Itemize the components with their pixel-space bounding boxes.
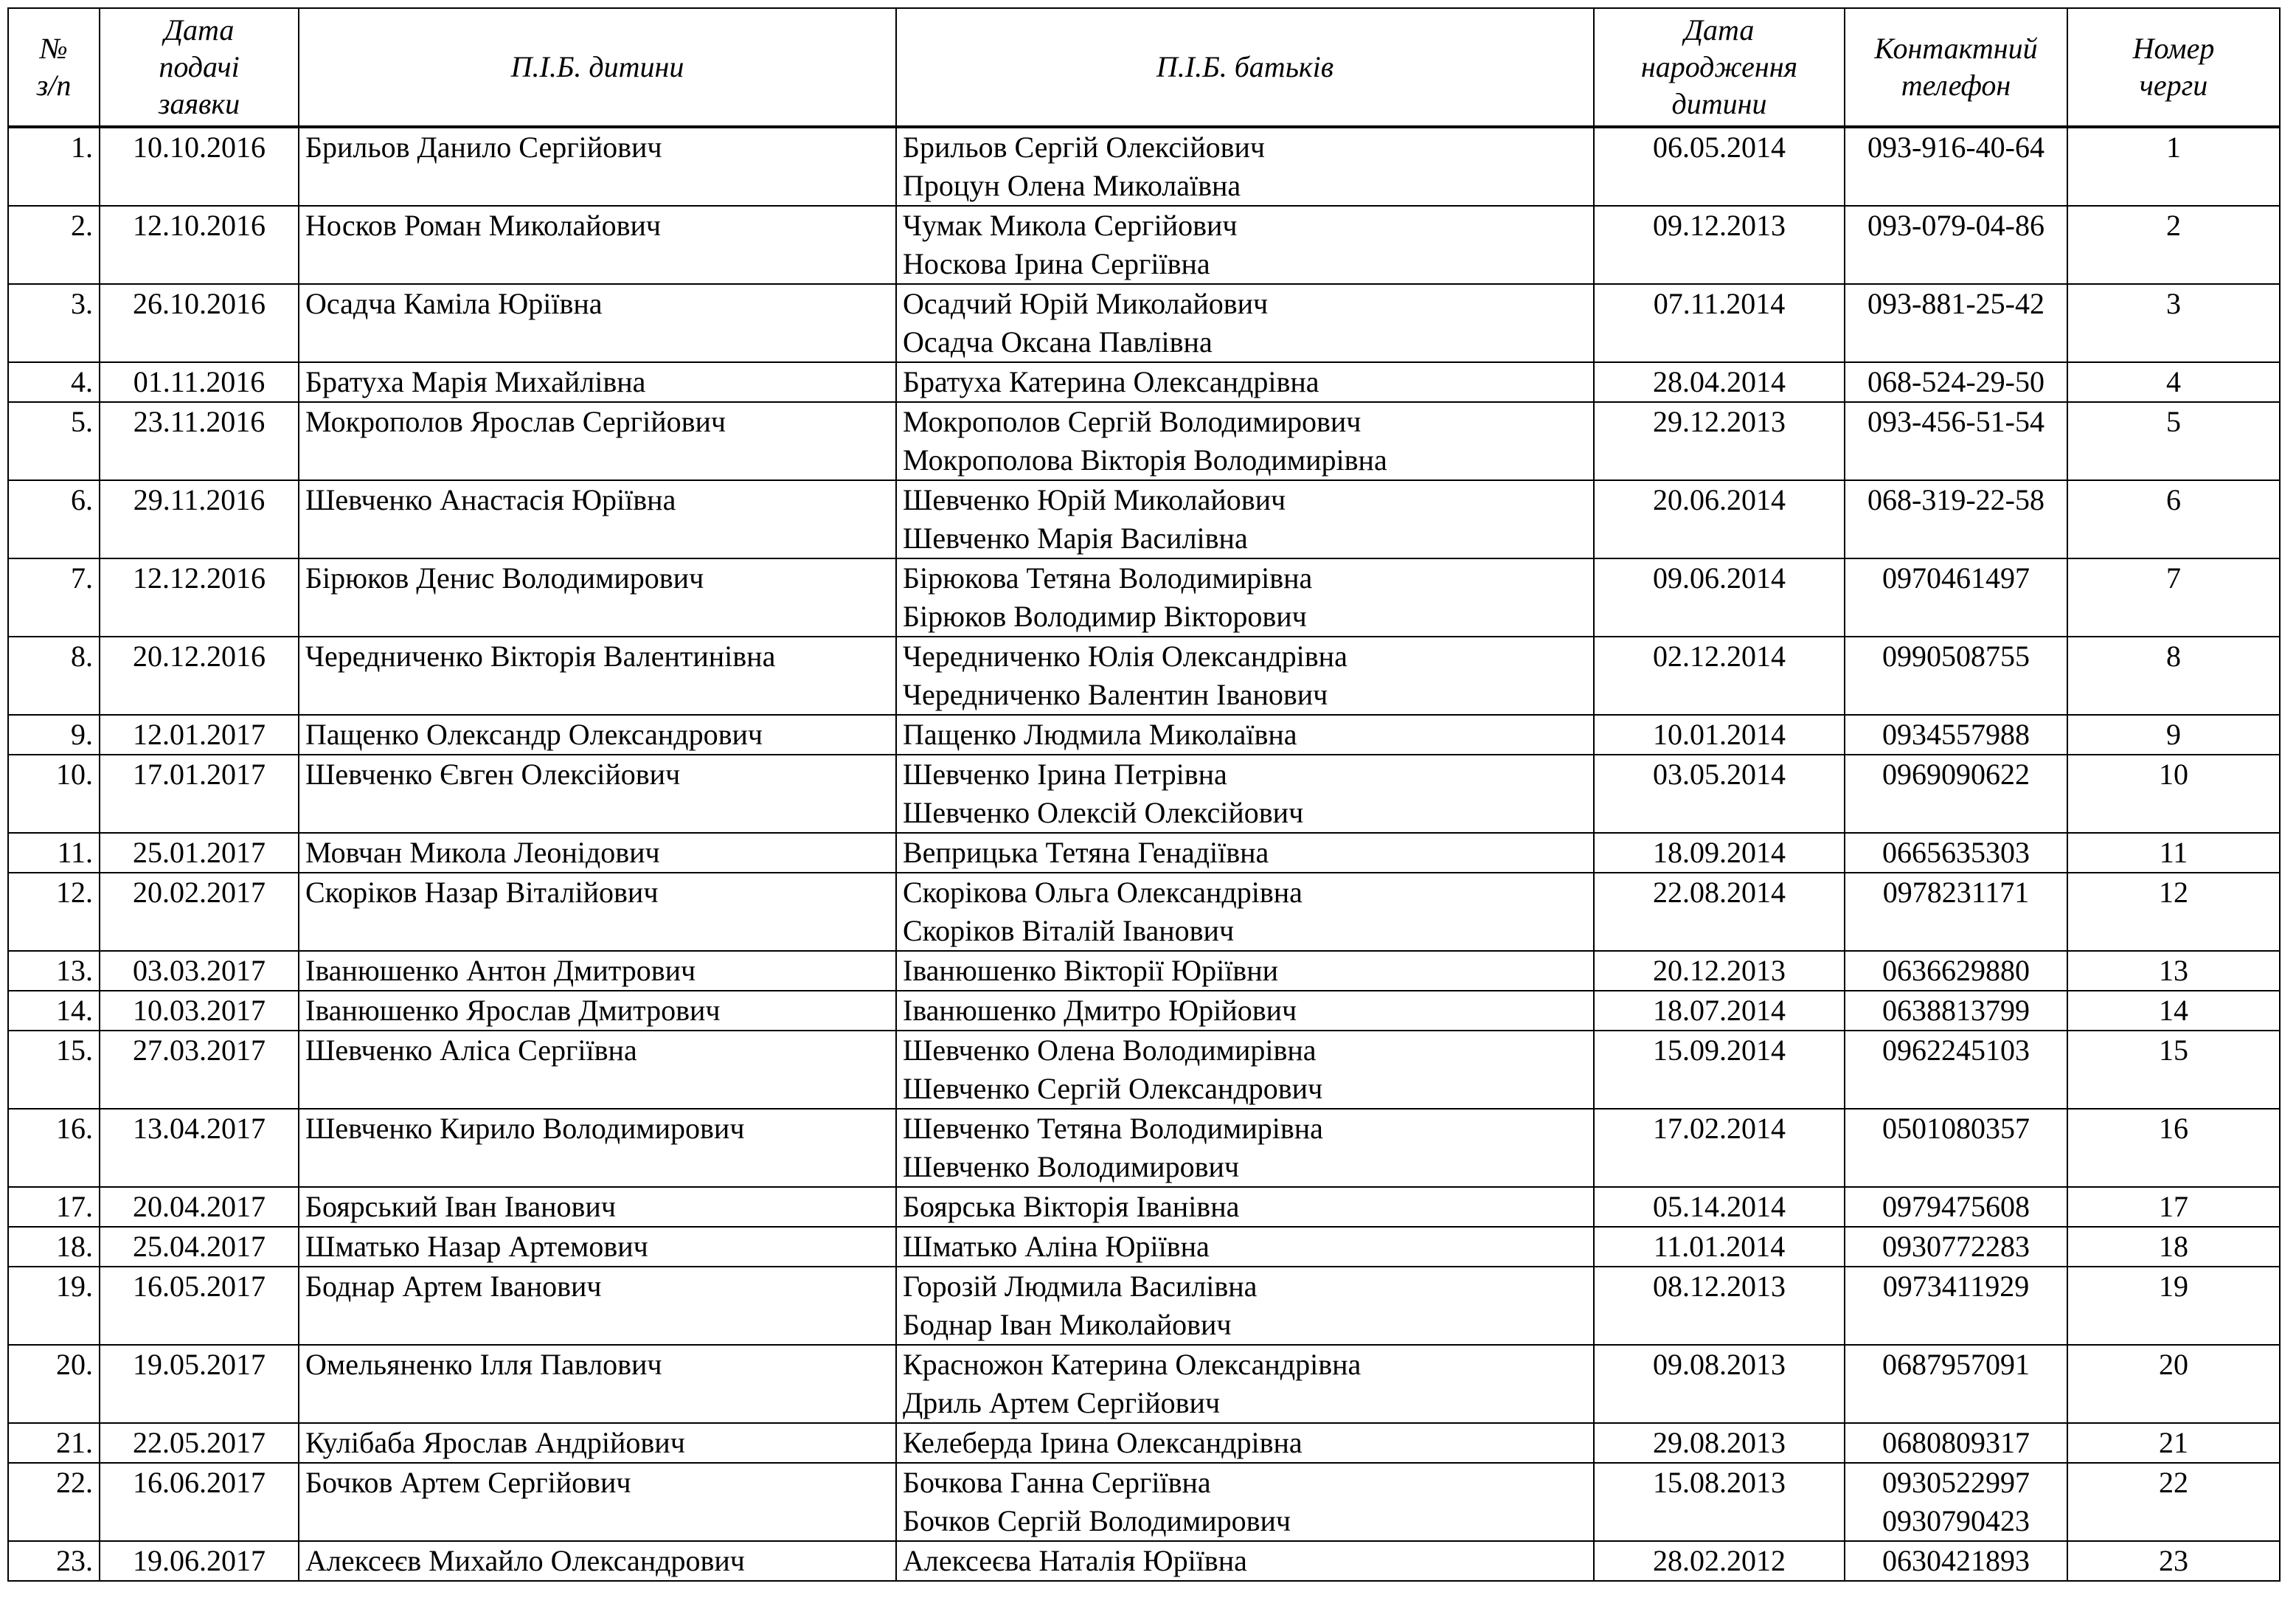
cell-parents-names: Брильов Сергій Олексійович Процун Олена Миколаївна <box>896 127 1594 206</box>
table-row <box>8 991 2280 1031</box>
cell-num: 11. <box>8 833 100 873</box>
cell-num: 14. <box>8 991 100 1031</box>
cell-parents-names: Пащенко Людмила Миколаївна <box>896 715 1594 755</box>
cell-num: 16. <box>8 1109 100 1187</box>
cell-phone: 0930522997 0930790423 <box>1845 1463 2067 1541</box>
cell-child-name: Бірюков Денис Володимирович <box>299 558 896 637</box>
cell-num: 4. <box>8 362 100 402</box>
cell-application-date: 27.03.2017 <box>100 1031 299 1109</box>
table-row <box>8 1227 2280 1267</box>
cell-queue-number: 16 <box>2067 1109 2280 1187</box>
cell-birth-date: 18.07.2014 <box>1594 991 1845 1031</box>
cell-child-name: Кулібаба Ярослав Андрійович <box>299 1423 896 1463</box>
cell-application-date: 12.10.2016 <box>100 206 299 284</box>
cell-application-date: 10.03.2017 <box>100 991 299 1031</box>
cell-application-date: 12.01.2017 <box>100 715 299 755</box>
cell-phone: 0665635303 <box>1845 833 2067 873</box>
table-row <box>8 1463 2280 1541</box>
cell-birth-date: 15.09.2014 <box>1594 1031 1845 1109</box>
cell-birth-date: 20.06.2014 <box>1594 480 1845 558</box>
cell-phone: 0934557988 <box>1845 715 2067 755</box>
cell-phone: 0636629880 <box>1845 951 2067 991</box>
table-row <box>8 206 2280 284</box>
table-row <box>8 1345 2280 1423</box>
cell-child-name: Боднар Артем Іванович <box>299 1267 896 1345</box>
cell-num: 7. <box>8 558 100 637</box>
cell-phone: 0687957091 <box>1845 1345 2067 1423</box>
cell-parents-names: Шевченко Тетяна Володимирівна Шевченко Володимирович <box>896 1109 1594 1187</box>
cell-application-date: 03.03.2017 <box>100 951 299 991</box>
cell-child-name: Братуха Марія Михайлівна <box>299 362 896 402</box>
cell-application-date: 20.04.2017 <box>100 1187 299 1227</box>
cell-birth-date: 08.12.2013 <box>1594 1267 1845 1345</box>
header-num: № з/п <box>8 8 100 127</box>
cell-queue-number: 14 <box>2067 991 2280 1031</box>
cell-phone: 093-881-25-42 <box>1845 284 2067 362</box>
cell-parents-names: Алексеєва Наталія Юріївна <box>896 1541 1594 1581</box>
cell-child-name: Мокрополов Ярослав Сергійович <box>299 402 896 480</box>
cell-application-date: 17.01.2017 <box>100 755 299 833</box>
table-row <box>8 1031 2280 1109</box>
cell-birth-date: 06.05.2014 <box>1594 127 1845 206</box>
cell-num: 6. <box>8 480 100 558</box>
cell-application-date: 20.12.2016 <box>100 637 299 715</box>
cell-parents-names: Бочкова Ганна Сергіївна Бочков Сергій Володимирович <box>896 1463 1594 1541</box>
cell-child-name: Осадча Каміла Юріївна <box>299 284 896 362</box>
cell-child-name: Шевченко Аліса Сергіївна <box>299 1031 896 1109</box>
cell-birth-date: 28.04.2014 <box>1594 362 1845 402</box>
cell-child-name: Омельяненко Ілля Павлович <box>299 1345 896 1423</box>
header-birth: Дата народження дитини <box>1594 8 1845 127</box>
cell-queue-number: 10 <box>2067 755 2280 833</box>
cell-birth-date: 09.06.2014 <box>1594 558 1845 637</box>
table-row <box>8 873 2280 951</box>
cell-application-date: 16.06.2017 <box>100 1463 299 1541</box>
cell-num: 1. <box>8 127 100 206</box>
cell-phone: 093-916-40-64 <box>1845 127 2067 206</box>
cell-queue-number: 9 <box>2067 715 2280 755</box>
cell-phone: 0501080357 <box>1845 1109 2067 1187</box>
table-row <box>8 715 2280 755</box>
cell-child-name: Шевченко Євген Олексійович <box>299 755 896 833</box>
cell-num: 21. <box>8 1423 100 1463</box>
cell-birth-date: 09.12.2013 <box>1594 206 1845 284</box>
cell-queue-number: 6 <box>2067 480 2280 558</box>
cell-phone: 0638813799 <box>1845 991 2067 1031</box>
cell-parents-names: Іванюшенко Вікторії Юріївни <box>896 951 1594 991</box>
cell-parents-names: Шматько Аліна Юріївна <box>896 1227 1594 1267</box>
table-row <box>8 480 2280 558</box>
cell-child-name: Мовчан Микола Леонідович <box>299 833 896 873</box>
cell-birth-date: 09.08.2013 <box>1594 1345 1845 1423</box>
table-row <box>8 755 2280 833</box>
cell-application-date: 16.05.2017 <box>100 1267 299 1345</box>
cell-phone: 093-456-51-54 <box>1845 402 2067 480</box>
cell-parents-names: Горозій Людмила Василівна Боднар Іван Миколайович <box>896 1267 1594 1345</box>
cell-birth-date: 11.01.2014 <box>1594 1227 1845 1267</box>
cell-child-name: Скоріков Назар Віталійович <box>299 873 896 951</box>
cell-num: 20. <box>8 1345 100 1423</box>
table-row <box>8 833 2280 873</box>
cell-phone: 0930772283 <box>1845 1227 2067 1267</box>
cell-birth-date: 07.11.2014 <box>1594 284 1845 362</box>
cell-queue-number: 2 <box>2067 206 2280 284</box>
table-row <box>8 637 2280 715</box>
table-row <box>8 127 2280 206</box>
cell-parents-names: Чередниченко Юлія Олександрівна Чередниченко Валентин Іванович <box>896 637 1594 715</box>
cell-queue-number: 22 <box>2067 1463 2280 1541</box>
cell-parents-names: Веприцька Тетяна Генадіївна <box>896 833 1594 873</box>
cell-num: 19. <box>8 1267 100 1345</box>
cell-birth-date: 29.12.2013 <box>1594 402 1845 480</box>
cell-parents-names: Братуха Катерина Олександрівна <box>896 362 1594 402</box>
cell-child-name: Шматько Назар Артемович <box>299 1227 896 1267</box>
cell-child-name: Бочков Артем Сергійович <box>299 1463 896 1541</box>
cell-application-date: 19.06.2017 <box>100 1541 299 1581</box>
queue-table <box>7 7 2281 1582</box>
header-date: Дата подачі заявки <box>100 8 299 127</box>
cell-birth-date: 02.12.2014 <box>1594 637 1845 715</box>
cell-queue-number: 23 <box>2067 1541 2280 1581</box>
table-row <box>8 951 2280 991</box>
cell-queue-number: 12 <box>2067 873 2280 951</box>
cell-queue-number: 17 <box>2067 1187 2280 1227</box>
cell-phone: 0680809317 <box>1845 1423 2067 1463</box>
cell-phone: 0969090622 <box>1845 755 2067 833</box>
cell-phone: 0962245103 <box>1845 1031 2067 1109</box>
cell-child-name: Іванюшенко Ярослав Дмитрович <box>299 991 896 1031</box>
cell-queue-number: 1 <box>2067 127 2280 206</box>
cell-birth-date: 17.02.2014 <box>1594 1109 1845 1187</box>
cell-child-name: Брильов Данило Сергійович <box>299 127 896 206</box>
cell-application-date: 01.11.2016 <box>100 362 299 402</box>
table-row <box>8 1109 2280 1187</box>
table-row <box>8 284 2280 362</box>
cell-birth-date: 18.09.2014 <box>1594 833 1845 873</box>
cell-queue-number: 3 <box>2067 284 2280 362</box>
cell-phone: 068-319-22-58 <box>1845 480 2067 558</box>
cell-parents-names: Іванюшенко Дмитро Юрійович <box>896 991 1594 1031</box>
cell-queue-number: 18 <box>2067 1227 2280 1267</box>
table-row <box>8 558 2280 637</box>
cell-num: 8. <box>8 637 100 715</box>
cell-application-date: 25.01.2017 <box>100 833 299 873</box>
cell-queue-number: 5 <box>2067 402 2280 480</box>
cell-phone: 0978231171 <box>1845 873 2067 951</box>
cell-parents-names: Красножон Катерина Олександрівна Дриль Артем Сергійович <box>896 1345 1594 1423</box>
cell-birth-date: 28.02.2012 <box>1594 1541 1845 1581</box>
cell-queue-number: 15 <box>2067 1031 2280 1109</box>
cell-queue-number: 4 <box>2067 362 2280 402</box>
cell-parents-names: Скорікова Ольга Олександрівна Скоріков Віталій Іванович <box>896 873 1594 951</box>
cell-phone: 0973411929 <box>1845 1267 2067 1345</box>
cell-application-date: 29.11.2016 <box>100 480 299 558</box>
cell-num: 12. <box>8 873 100 951</box>
cell-child-name: Пащенко Олександр Олександрович <box>299 715 896 755</box>
cell-queue-number: 19 <box>2067 1267 2280 1345</box>
cell-phone: 0630421893 <box>1845 1541 2067 1581</box>
cell-child-name: Носков Роман Миколайович <box>299 206 896 284</box>
cell-parents-names: Чумак Микола Сергійович Носкова Ірина Сергіївна <box>896 206 1594 284</box>
cell-application-date: 22.05.2017 <box>100 1423 299 1463</box>
cell-num: 22. <box>8 1463 100 1541</box>
cell-application-date: 20.02.2017 <box>100 873 299 951</box>
cell-num: 5. <box>8 402 100 480</box>
cell-parents-names: Бірюкова Тетяна Володимирівна Бірюков Володимир Вікторович <box>896 558 1594 637</box>
cell-phone: 0979475608 <box>1845 1187 2067 1227</box>
cell-child-name: Шевченко Кирило Володимирович <box>299 1109 896 1187</box>
cell-parents-names: Мокрополов Сергій Володимирович Мокрополова Вікторія Володимирівна <box>896 402 1594 480</box>
cell-child-name: Алексеєв Михайло Олександрович <box>299 1541 896 1581</box>
table-row <box>8 402 2280 480</box>
cell-birth-date: 10.01.2014 <box>1594 715 1845 755</box>
header-queue: Номер черги <box>2067 8 2280 127</box>
cell-queue-number: 8 <box>2067 637 2280 715</box>
cell-num: 17. <box>8 1187 100 1227</box>
table-row <box>8 1541 2280 1581</box>
cell-parents-names: Шевченко Ірина Петрівна Шевченко Олексій Олексійович <box>896 755 1594 833</box>
cell-application-date: 25.04.2017 <box>100 1227 299 1267</box>
table-row <box>8 1423 2280 1463</box>
cell-parents-names: Шевченко Олена Володимирівна Шевченко Сергій Олександрович <box>896 1031 1594 1109</box>
cell-phone: 0990508755 <box>1845 637 2067 715</box>
table-row <box>8 1267 2280 1345</box>
cell-queue-number: 7 <box>2067 558 2280 637</box>
cell-num: 3. <box>8 284 100 362</box>
cell-application-date: 23.11.2016 <box>100 402 299 480</box>
cell-birth-date: 29.08.2013 <box>1594 1423 1845 1463</box>
cell-parents-names: Осадчий Юрій Миколайович Осадча Оксана Павлівна <box>896 284 1594 362</box>
table-body <box>8 127 2280 1581</box>
cell-parents-names: Шевченко Юрій Миколайович Шевченко Марія Василівна <box>896 480 1594 558</box>
cell-application-date: 10.10.2016 <box>100 127 299 206</box>
cell-queue-number: 13 <box>2067 951 2280 991</box>
cell-birth-date: 03.05.2014 <box>1594 755 1845 833</box>
cell-num: 10. <box>8 755 100 833</box>
cell-num: 2. <box>8 206 100 284</box>
cell-parents-names: Боярська Вікторія Іванівна <box>896 1187 1594 1227</box>
cell-application-date: 26.10.2016 <box>100 284 299 362</box>
cell-child-name: Іванюшенко Антон Дмитрович <box>299 951 896 991</box>
table-row <box>8 1187 2280 1227</box>
cell-birth-date: 05.14.2014 <box>1594 1187 1845 1227</box>
cell-child-name: Боярський Іван Іванович <box>299 1187 896 1227</box>
cell-birth-date: 15.08.2013 <box>1594 1463 1845 1541</box>
cell-phone: 0970461497 <box>1845 558 2067 637</box>
cell-phone: 093-079-04-86 <box>1845 206 2067 284</box>
cell-parents-names: Келеберда Ірина Олександрівна <box>896 1423 1594 1463</box>
cell-num: 23. <box>8 1541 100 1581</box>
cell-application-date: 19.05.2017 <box>100 1345 299 1423</box>
cell-phone: 068-524-29-50 <box>1845 362 2067 402</box>
cell-queue-number: 21 <box>2067 1423 2280 1463</box>
cell-application-date: 13.04.2017 <box>100 1109 299 1187</box>
header-row <box>8 8 2280 127</box>
header-phone: Контактний телефон <box>1845 8 2067 127</box>
cell-birth-date: 20.12.2013 <box>1594 951 1845 991</box>
cell-num: 15. <box>8 1031 100 1109</box>
cell-num: 13. <box>8 951 100 991</box>
cell-num: 9. <box>8 715 100 755</box>
cell-birth-date: 22.08.2014 <box>1594 873 1845 951</box>
cell-queue-number: 11 <box>2067 833 2280 873</box>
header-child: П.І.Б. дитини <box>299 8 896 127</box>
cell-application-date: 12.12.2016 <box>100 558 299 637</box>
header-parents: П.І.Б. батьків <box>896 8 1594 127</box>
cell-child-name: Шевченко Анастасія Юріївна <box>299 480 896 558</box>
cell-child-name: Чередниченко Вікторія Валентинівна <box>299 637 896 715</box>
cell-num: 18. <box>8 1227 100 1267</box>
table-row <box>8 362 2280 402</box>
cell-queue-number: 20 <box>2067 1345 2280 1423</box>
